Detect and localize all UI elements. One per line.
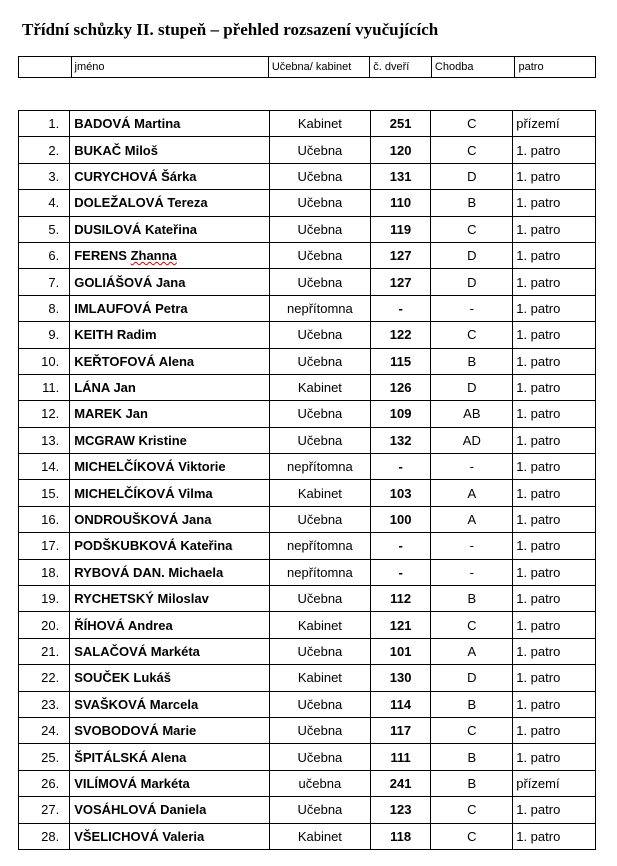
row-number: 3. [19, 163, 70, 189]
floor: 1. patro [513, 691, 596, 717]
floor: 1. patro [513, 242, 596, 268]
room-type: Učebna [269, 797, 370, 823]
row-number: 19. [19, 586, 70, 612]
room-type: Učebna [269, 348, 370, 374]
teacher-name: MICHELČÍKOVÁ Viktorie [70, 454, 270, 480]
teacher-name: VILÍMOVÁ Markéta [70, 770, 270, 796]
table-row [19, 111, 596, 137]
table-row [19, 216, 596, 242]
room-type: nepřítomna [269, 559, 370, 585]
room-type: Učebna [269, 506, 370, 532]
door-number: 241 [370, 770, 431, 796]
row-number: 12. [19, 401, 70, 427]
table-row [19, 823, 596, 849]
door-number: 115 [370, 348, 431, 374]
door-number: 118 [370, 823, 431, 849]
teacher-name: GOLIÁŠOVÁ Jana [70, 269, 270, 295]
row-number: 24. [19, 717, 70, 743]
room-type: Učebna [269, 190, 370, 216]
hallway: A [431, 638, 513, 664]
hallway: AD [431, 427, 513, 453]
header-number [19, 57, 72, 78]
room-type: Učebna [269, 744, 370, 770]
row-number: 14. [19, 454, 70, 480]
table-row [19, 638, 596, 664]
row-number: 18. [19, 559, 70, 585]
room-type: Učebna [269, 163, 370, 189]
room-type: Kabinet [269, 823, 370, 849]
table-row [19, 269, 596, 295]
floor: 1. patro [513, 717, 596, 743]
door-number: 119 [370, 216, 431, 242]
table-row [19, 797, 596, 823]
row-number: 26. [19, 770, 70, 796]
door-number: - [370, 533, 431, 559]
teacher-name: BUKAČ Miloš [70, 137, 270, 163]
floor: 1. patro [513, 480, 596, 506]
door-number: 114 [370, 691, 431, 717]
floor: 1. patro [513, 586, 596, 612]
door-number: 111 [370, 744, 431, 770]
teacher-name: SVAŠKOVÁ Marcela [70, 691, 270, 717]
door-number: 251 [370, 111, 431, 137]
door-number: 120 [370, 137, 431, 163]
door-number: 109 [370, 401, 431, 427]
room-type: Učebna [269, 586, 370, 612]
teacher-surname: FERENS [74, 248, 127, 264]
room-type: Učebna [269, 137, 370, 163]
table-row [19, 348, 596, 374]
floor: 1. patro [513, 322, 596, 348]
teacher-name: KEITH Radim [70, 322, 270, 348]
table-row [19, 242, 596, 268]
row-number: 16. [19, 506, 70, 532]
hallway: C [431, 797, 513, 823]
door-number: - [370, 454, 431, 480]
door-number: - [370, 559, 431, 585]
hallway: B [431, 744, 513, 770]
door-number: 112 [370, 586, 431, 612]
room-type: Kabinet [269, 374, 370, 400]
door-number: 101 [370, 638, 431, 664]
door-number: - [370, 295, 431, 321]
row-number: 10. [19, 348, 70, 374]
floor: 1. patro [513, 612, 596, 638]
table-row [19, 586, 596, 612]
table-row [19, 506, 596, 532]
teacher-name [70, 242, 270, 268]
header-door: č. dveří [370, 57, 432, 78]
teacher-name: RYBOVÁ DAN. Michaela [70, 559, 270, 585]
floor: 1. patro [513, 163, 596, 189]
teacher-name: VOSÁHLOVÁ Daniela [70, 797, 270, 823]
room-type: nepřítomna [269, 533, 370, 559]
header-table [18, 56, 596, 78]
hallway: D [431, 242, 513, 268]
room-type: Učebna [269, 322, 370, 348]
room-type: nepřítomna [269, 295, 370, 321]
hallway: B [431, 190, 513, 216]
row-number: 4. [19, 190, 70, 216]
door-number: 127 [370, 269, 431, 295]
table-row [19, 295, 596, 321]
floor: 1. patro [513, 216, 596, 242]
door-number: 126 [370, 374, 431, 400]
door-number: 127 [370, 242, 431, 268]
teacher-name: SVOBODOVÁ Marie [70, 717, 270, 743]
floor: 1. patro [513, 454, 596, 480]
floor: 1. patro [513, 190, 596, 216]
teachers-table-body [19, 111, 596, 850]
floor: 1. patro [513, 269, 596, 295]
hallway: - [431, 533, 513, 559]
teacher-given-name: Zhanna [130, 248, 177, 264]
row-number: 9. [19, 322, 70, 348]
floor: 1. patro [513, 137, 596, 163]
row-number: 6. [19, 242, 70, 268]
hallway: D [431, 665, 513, 691]
row-number: 1. [19, 111, 70, 137]
teacher-name: DOLEŽALOVÁ Tereza [70, 190, 270, 216]
floor: 1. patro [513, 401, 596, 427]
room-type: Učebna [269, 427, 370, 453]
room-type: Učebna [269, 269, 370, 295]
teachers-table [18, 110, 596, 850]
table-row [19, 717, 596, 743]
room-type: Učebna [269, 691, 370, 717]
door-number: 132 [370, 427, 431, 453]
room-type: Kabinet [269, 111, 370, 137]
row-number: 17. [19, 533, 70, 559]
teacher-name: MCGRAW Kristine [70, 427, 270, 453]
header-floor: patro [515, 57, 596, 78]
row-number: 27. [19, 797, 70, 823]
door-number: 117 [370, 717, 431, 743]
hallway: C [431, 111, 513, 137]
door-number: 130 [370, 665, 431, 691]
hallway: AB [431, 401, 513, 427]
row-number: 8. [19, 295, 70, 321]
teacher-name: ONDROUŠKOVÁ Jana [70, 506, 270, 532]
hallway: C [431, 717, 513, 743]
hallway: B [431, 586, 513, 612]
hallway: C [431, 823, 513, 849]
teacher-name: ŘÍHOVÁ Andrea [70, 612, 270, 638]
door-number: 131 [370, 163, 431, 189]
table-row [19, 480, 596, 506]
floor: 1. patro [513, 638, 596, 664]
hallway: C [431, 137, 513, 163]
floor: 1. patro [513, 665, 596, 691]
row-number: 7. [19, 269, 70, 295]
table-row [19, 374, 596, 400]
room-type: Kabinet [269, 665, 370, 691]
hallway: D [431, 269, 513, 295]
floor: přízemí [513, 770, 596, 796]
hallway: C [431, 322, 513, 348]
hallway: D [431, 163, 513, 189]
room-type: Učebna [269, 638, 370, 664]
floor: 1. patro [513, 427, 596, 453]
floor: 1. patro [513, 374, 596, 400]
teacher-name: VŠELICHOVÁ Valeria [70, 823, 270, 849]
table-row [19, 665, 596, 691]
room-type: Učebna [269, 216, 370, 242]
row-number: 23. [19, 691, 70, 717]
table-row [19, 163, 596, 189]
row-number: 28. [19, 823, 70, 849]
table-row [19, 454, 596, 480]
header-name: jméno [71, 57, 268, 78]
hallway: B [431, 770, 513, 796]
door-number: 100 [370, 506, 431, 532]
hallway: B [431, 348, 513, 374]
page-title: Třídní schůzky II. stupeň – přehled rozsazení vyučujících [22, 20, 439, 39]
hallway: - [431, 559, 513, 585]
row-number: 13. [19, 427, 70, 453]
door-number: 103 [370, 480, 431, 506]
row-number: 20. [19, 612, 70, 638]
teacher-name: MICHELČÍKOVÁ Vilma [70, 480, 270, 506]
row-number: 5. [19, 216, 70, 242]
door-number: 122 [370, 322, 431, 348]
teacher-name: DUSILOVÁ Kateřina [70, 216, 270, 242]
teacher-name: PODŠKUBKOVÁ Kateřina [70, 533, 270, 559]
header-hall: Chodba [431, 57, 515, 78]
hallway: D [431, 374, 513, 400]
room-type: Kabinet [269, 612, 370, 638]
table-row [19, 612, 596, 638]
floor: 1. patro [513, 823, 596, 849]
table-row [19, 401, 596, 427]
teacher-name: MAREK Jan [70, 401, 270, 427]
teacher-name: RYCHETSKÝ Miloslav [70, 586, 270, 612]
hallway: - [431, 454, 513, 480]
table-row [19, 691, 596, 717]
table-row [19, 190, 596, 216]
floor: přízemí [513, 111, 596, 137]
table-row [19, 744, 596, 770]
floor: 1. patro [513, 533, 596, 559]
row-number: 21. [19, 638, 70, 664]
door-number: 110 [370, 190, 431, 216]
door-number: 121 [370, 612, 431, 638]
table-row [19, 137, 596, 163]
table-row [19, 427, 596, 453]
room-type: Kabinet [269, 480, 370, 506]
teacher-name: ŠPITÁLSKÁ Alena [70, 744, 270, 770]
header-row [19, 57, 596, 78]
hallway: A [431, 480, 513, 506]
floor: 1. patro [513, 744, 596, 770]
table-row [19, 322, 596, 348]
floor: 1. patro [513, 559, 596, 585]
table-row [19, 770, 596, 796]
row-number: 15. [19, 480, 70, 506]
hallway: B [431, 691, 513, 717]
header-room: Učebna/ kabinet [268, 57, 369, 78]
room-type: učebna [269, 770, 370, 796]
teacher-name: CURYCHOVÁ Šárka [70, 163, 270, 189]
door-number: 123 [370, 797, 431, 823]
teacher-name: IMLAUFOVÁ Petra [70, 295, 270, 321]
row-number: 25. [19, 744, 70, 770]
row-number: 11. [19, 374, 70, 400]
hallway: C [431, 216, 513, 242]
teacher-name: KEŘTOFOVÁ Alena [70, 348, 270, 374]
teacher-name: BADOVÁ Martina [70, 111, 270, 137]
hallway: C [431, 612, 513, 638]
teacher-name: SALAČOVÁ Markéta [70, 638, 270, 664]
room-type: Učebna [269, 717, 370, 743]
room-type: nepřítomna [269, 454, 370, 480]
row-number: 2. [19, 137, 70, 163]
room-type: Učebna [269, 401, 370, 427]
floor: 1. patro [513, 295, 596, 321]
hallway: - [431, 295, 513, 321]
floor: 1. patro [513, 797, 596, 823]
table-row [19, 559, 596, 585]
floor: 1. patro [513, 506, 596, 532]
teacher-name: SOUČEK Lukáš [70, 665, 270, 691]
floor: 1. patro [513, 348, 596, 374]
hallway: A [431, 506, 513, 532]
table-row [19, 533, 596, 559]
row-number: 22. [19, 665, 70, 691]
teacher-name: LÁNA Jan [70, 374, 270, 400]
room-type: Učebna [269, 242, 370, 268]
